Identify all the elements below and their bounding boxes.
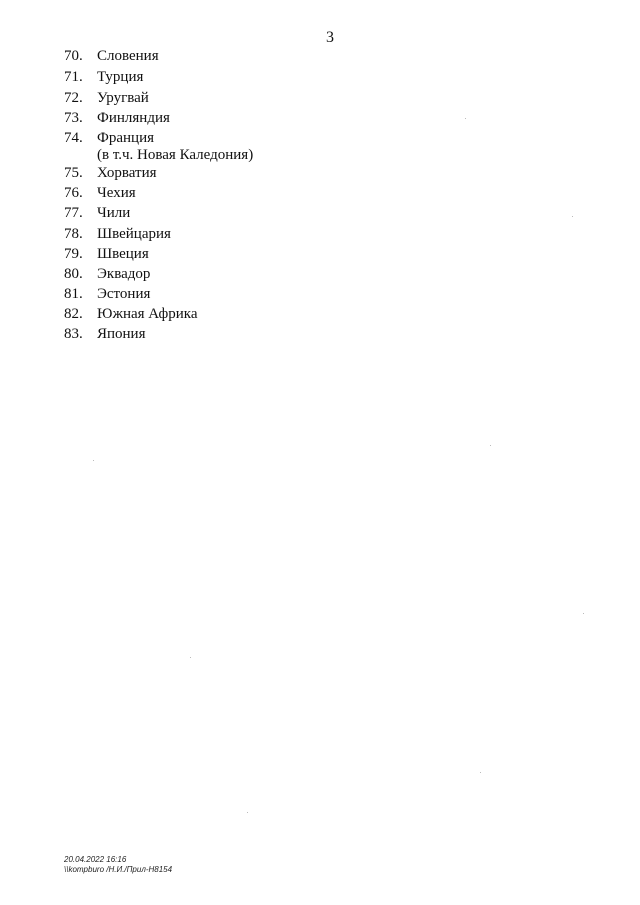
country-name: Словения xyxy=(97,48,159,64)
item-number: 72. xyxy=(64,90,83,106)
item-number: 79. xyxy=(64,246,83,262)
item-number: 78. xyxy=(64,226,83,242)
country-name: Эстония xyxy=(97,286,151,302)
country-note: (в т.ч. Новая Каледония) xyxy=(97,147,254,163)
item-number: 73. xyxy=(64,110,83,126)
scan-speck xyxy=(583,613,584,614)
item-number: 82. xyxy=(64,306,83,322)
print-footer xyxy=(64,855,172,875)
scan-speck xyxy=(572,216,573,217)
item-number: 80. xyxy=(64,266,83,282)
scan-speck xyxy=(480,772,481,773)
footer-source: \\kompburo /Н.И./Прил-Н8154 xyxy=(64,865,173,874)
scan-speck xyxy=(93,460,94,461)
scan-speck xyxy=(247,812,248,813)
country-name: Япония xyxy=(97,326,146,342)
country-name: Турция xyxy=(97,69,144,85)
item-number: 74. xyxy=(64,130,83,146)
item-number: 70. xyxy=(64,48,83,64)
item-number: 75. xyxy=(64,165,83,181)
country-name: Южная Африка xyxy=(97,306,198,322)
country-name: Чили xyxy=(97,205,131,221)
item-number: 76. xyxy=(64,185,83,201)
item-number: 77. xyxy=(64,205,83,221)
country-name: Швейцария xyxy=(97,226,171,242)
item-number: 83. xyxy=(64,326,83,342)
country-name: Хорватия xyxy=(97,165,157,181)
item-number: 71. xyxy=(64,69,83,85)
scan-speck xyxy=(490,445,491,446)
scan-speck xyxy=(190,657,191,658)
item-number: 81. xyxy=(64,286,83,302)
country-name: Франция xyxy=(97,130,154,146)
page-number: 3 xyxy=(326,29,334,46)
scan-speck xyxy=(465,118,466,119)
country-name: Уругвай xyxy=(97,90,149,106)
country-name: Финляндия xyxy=(97,110,170,126)
country-name: Эквадор xyxy=(97,266,151,282)
footer-timestamp: 20.04.2022 16:16 xyxy=(64,855,127,864)
country-name: Швеция xyxy=(97,246,149,262)
country-name: Чехия xyxy=(97,185,136,201)
